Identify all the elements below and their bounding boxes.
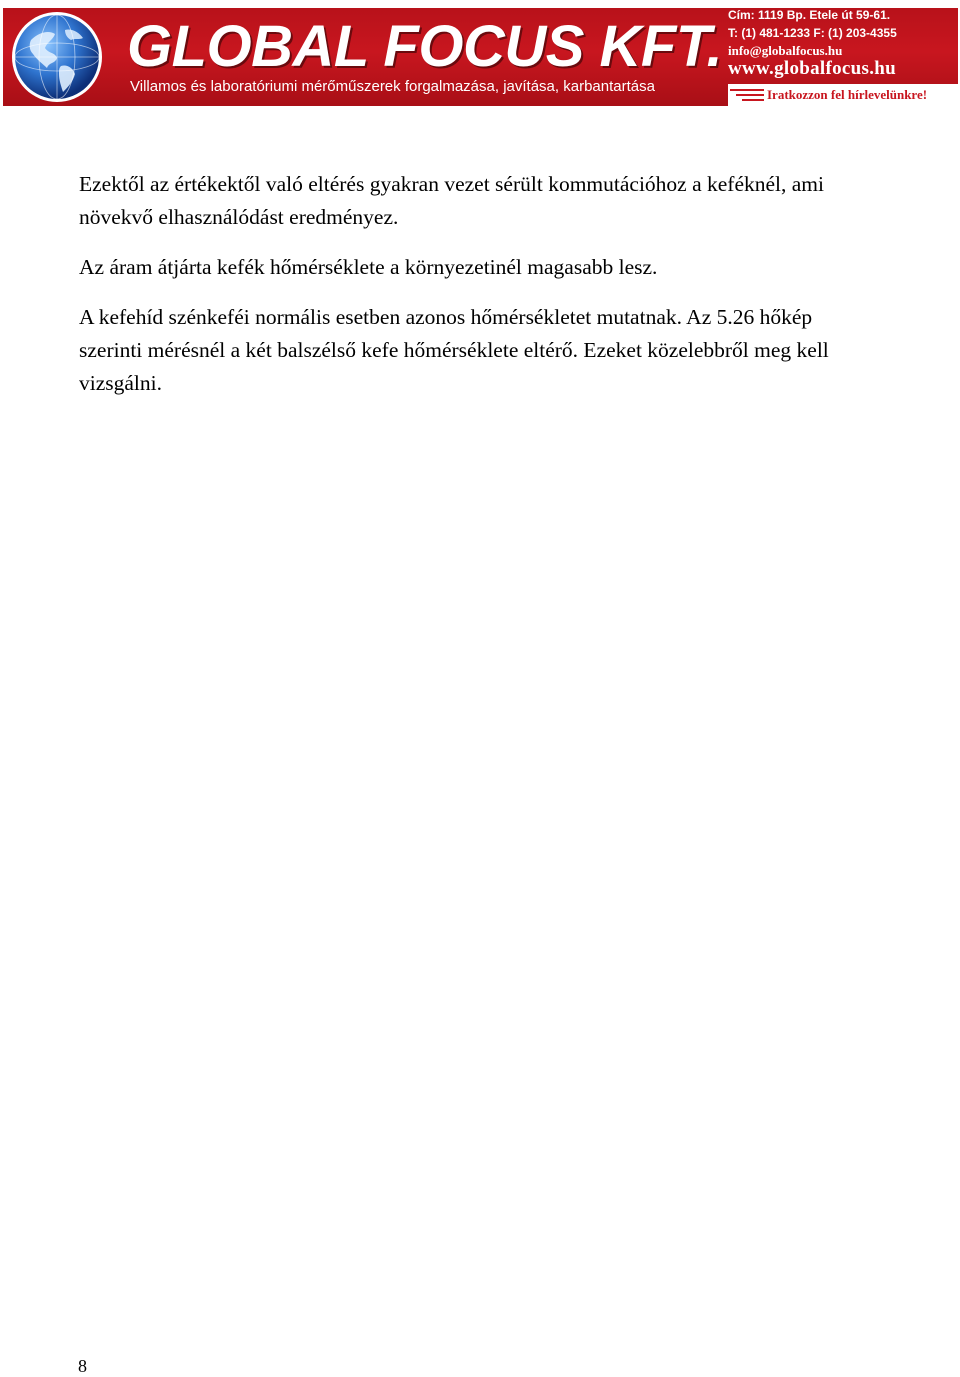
- contact-email[interactable]: info@globalfocus.hu: [728, 43, 843, 58]
- page-number: 8: [78, 1356, 87, 1376]
- newsletter-signup-link[interactable]: Iratkozzon fel hírlevelünkre!: [767, 87, 928, 102]
- paragraph: Az áram átjárta kefék hőmérséklete a környezetinél magasabb lesz.: [79, 255, 658, 279]
- newsletter-strip: [728, 84, 958, 106]
- company-header-banner: [3, 8, 958, 106]
- paragraph: A kefehíd szénkeféi normális esetben azonos hőmérsékletet mutatnak. Az 5.26 hőkép szerinti mérésnél a két balszélső kefe hőmérséklete eltérő. Ezeket közelebbről meg kell vizsgálni.: [79, 305, 829, 395]
- company-tagline: Villamos és laboratóriumi mérőműszerek forgalmazása, javítása, karbantartása: [130, 78, 655, 95]
- paragraph: Ezektől az értékektől való eltérés gyakran vezet sérült kommutációhoz a keféknél, ami növekvő elhasználódást eredményez.: [79, 172, 825, 229]
- company-name: GLOBAL FOCUS KFT.: [127, 14, 723, 79]
- contact-phone-fax: T: (1) 481-1233 F: (1) 203-4355: [728, 26, 897, 40]
- document-body: [79, 168, 879, 417]
- contact-address: Cím: 1119 Bp. Etele út 59-61.: [728, 8, 891, 22]
- globe-icon: [9, 10, 105, 104]
- speed-lines-icon: [728, 87, 764, 103]
- contact-website[interactable]: www.globalfocus.hu: [728, 58, 896, 79]
